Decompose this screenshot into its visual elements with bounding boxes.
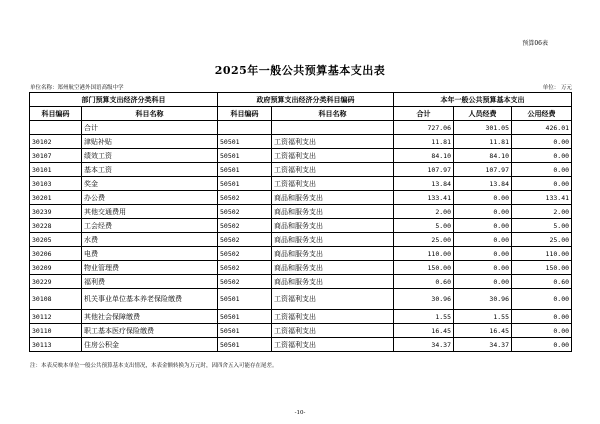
cell-name2: 工资福利支出: [272, 177, 394, 191]
cell-personnel: 0.00: [454, 261, 512, 275]
cell-code1: 30112: [30, 310, 82, 324]
cell-code2: 50502: [218, 275, 272, 289]
cell-code1: 30205: [30, 233, 82, 247]
cell-code2: 50501: [218, 289, 272, 310]
cell-name1: 奖金: [82, 177, 218, 191]
cell-code2: 50501: [218, 338, 272, 352]
table-row: [30, 149, 572, 163]
cell-personnel: 0.00: [454, 233, 512, 247]
table-row: [30, 205, 572, 219]
cell-public: 0.00: [512, 135, 572, 149]
cell-name1: 办公费: [82, 191, 218, 205]
cell-name2: 工资福利支出: [272, 324, 394, 338]
table-row: [30, 177, 572, 191]
header-group-row: [30, 93, 572, 107]
cell-public: 0.00: [512, 177, 572, 191]
cell-personnel: 11.81: [454, 135, 512, 149]
cell-name1: 住房公积金: [82, 338, 218, 352]
cell-name1: 基本工资: [82, 163, 218, 177]
cell-personnel: 34.37: [454, 338, 512, 352]
cell-personnel: 0.00: [454, 205, 512, 219]
cell-total: 5.00: [394, 219, 454, 233]
cell-code2: 50501: [218, 324, 272, 338]
cell-total: 25.00: [394, 233, 454, 247]
cell-code1: 30103: [30, 177, 82, 191]
cell-personnel: 0.00: [454, 191, 512, 205]
header-name1: 科目名称: [82, 107, 218, 121]
table-row: [30, 233, 572, 247]
cell-name2: 工资福利支出: [272, 149, 394, 163]
cell-name1: 电费: [82, 247, 218, 261]
cell-personnel: 0.00: [454, 275, 512, 289]
form-id: 预算06表: [522, 40, 548, 47]
cell-name1: 物业管理费: [82, 261, 218, 275]
header-group-budget: 本年一般公共预算基本支出: [394, 93, 572, 107]
cell-public: 0.00: [512, 163, 572, 177]
cell-name2: 商品和服务支出: [272, 191, 394, 205]
cell-code1: 30229: [30, 275, 82, 289]
cell-name1: 其他交通费用: [82, 205, 218, 219]
table-row: [30, 289, 572, 310]
cell-name2: 工资福利支出: [272, 310, 394, 324]
table-row: [30, 219, 572, 233]
cell-name1: 水费: [82, 233, 218, 247]
cell-code1: 30209: [30, 261, 82, 275]
cell-public: 110.00: [512, 247, 572, 261]
cell-personnel: 0.00: [454, 247, 512, 261]
cell-public: 0.00: [512, 324, 572, 338]
cell-name2: 商品和服务支出: [272, 205, 394, 219]
cell-total: 150.00: [394, 261, 454, 275]
cell-code1: 30108: [30, 289, 82, 310]
cell-name1: 福利费: [82, 275, 218, 289]
cell-name2: 工资福利支出: [272, 163, 394, 177]
cell-code1: 30101: [30, 163, 82, 177]
table-row: [30, 338, 572, 352]
cell-name2: 商品和服务支出: [272, 247, 394, 261]
cell-name1: 工会经费: [82, 219, 218, 233]
table-row: [30, 310, 572, 324]
cell-total: 110.00: [394, 247, 454, 261]
footnote: 注：本表反映本单位一般公共预算基本支出情况，本表金额转换为万元时，因四舍五入可能存在尾差。: [30, 363, 278, 369]
cell-code1: 30110: [30, 324, 82, 338]
header-group-government: 政府预算支出经济分类科目编码: [218, 93, 394, 107]
cell-total: 30.96: [394, 289, 454, 310]
cell-total: 16.45: [394, 324, 454, 338]
cell-name2: 工资福利支出: [272, 135, 394, 149]
table-row: [30, 191, 572, 205]
total-public: 426.01: [512, 121, 572, 135]
cell-personnel: 30.96: [454, 289, 512, 310]
cell-code2: 50502: [218, 261, 272, 275]
cell-personnel: 84.10: [454, 149, 512, 163]
cell-name1: 职工基本医疗保险缴费: [82, 324, 218, 338]
header-name2: 科目名称: [272, 107, 394, 121]
cell-code2: 50501: [218, 177, 272, 191]
cell-public: 0.00: [512, 310, 572, 324]
cell-total: 1.55: [394, 310, 454, 324]
cell-total: 107.97: [394, 163, 454, 177]
cell-name2: 商品和服务支出: [272, 275, 394, 289]
cell-personnel: 1.55: [454, 310, 512, 324]
cell-code2: 50501: [218, 135, 272, 149]
unit-name: 单位名称：郑州航空港外国语高级中学: [30, 85, 124, 91]
cell-public: 2.00: [512, 205, 572, 219]
cell-name1: 机关事业单位基本养老保险缴费: [82, 289, 218, 310]
cell-total: 0.60: [394, 275, 454, 289]
cell-code2: 50501: [218, 310, 272, 324]
cell-total: 2.00: [394, 205, 454, 219]
total-amount: 727.06: [394, 121, 454, 135]
header-personnel: 人员经费: [454, 107, 512, 121]
header-code2: 科目编码: [218, 107, 272, 121]
total-name2: [272, 121, 394, 135]
cell-personnel: 16.45: [454, 324, 512, 338]
cell-code1: 30239: [30, 205, 82, 219]
total-code2: [218, 121, 272, 135]
table-row: [30, 135, 572, 149]
total-row: [30, 121, 572, 135]
cell-name2: 工资福利支出: [272, 289, 394, 310]
total-personnel: 301.05: [454, 121, 512, 135]
cell-name2: 工资福利支出: [272, 338, 394, 352]
page-number: -10-: [294, 410, 306, 416]
cell-code1: 30228: [30, 219, 82, 233]
cell-public: 25.00: [512, 233, 572, 247]
cell-name2: 商品和服务支出: [272, 219, 394, 233]
total-label: 合计: [82, 121, 218, 135]
table-row: [30, 247, 572, 261]
cell-name2: 商品和服务支出: [272, 261, 394, 275]
cell-code1: 30102: [30, 135, 82, 149]
cell-total: 11.81: [394, 135, 454, 149]
unit-label: 单位： 万元: [542, 85, 572, 91]
table-row: [30, 163, 572, 177]
cell-total: 34.37: [394, 338, 454, 352]
header-total: 合计: [394, 107, 454, 121]
budget-table: [29, 92, 572, 352]
cell-code2: 50502: [218, 219, 272, 233]
cell-code1: 30201: [30, 191, 82, 205]
cell-personnel: 13.84: [454, 177, 512, 191]
header-code1: 科目编码: [30, 107, 82, 121]
cell-code1: 30206: [30, 247, 82, 261]
cell-total: 133.41: [394, 191, 454, 205]
cell-name1: 其他社会保障缴费: [82, 310, 218, 324]
header-column-row: [30, 107, 572, 121]
header-public: 公用经费: [512, 107, 572, 121]
cell-public: 0.60: [512, 275, 572, 289]
cell-public: 0.00: [512, 338, 572, 352]
header-group-department: 部门预算支出经济分类科目: [30, 93, 218, 107]
page-title: 2025年一般公共预算基本支出表: [214, 64, 386, 77]
cell-code2: 50502: [218, 205, 272, 219]
table-row: [30, 324, 572, 338]
cell-total: 13.84: [394, 177, 454, 191]
cell-code2: 50501: [218, 149, 272, 163]
cell-public: 133.41: [512, 191, 572, 205]
cell-public: 5.00: [512, 219, 572, 233]
cell-public: 0.00: [512, 289, 572, 310]
cell-name2: 商品和服务支出: [272, 233, 394, 247]
cell-total: 84.10: [394, 149, 454, 163]
cell-public: 150.00: [512, 261, 572, 275]
cell-code1: 30107: [30, 149, 82, 163]
cell-name1: 绩效工资: [82, 149, 218, 163]
cell-code1: 30113: [30, 338, 82, 352]
table-row: [30, 275, 572, 289]
cell-code2: 50502: [218, 247, 272, 261]
cell-personnel: 0.00: [454, 219, 512, 233]
cell-code2: 50501: [218, 163, 272, 177]
cell-public: 0.00: [512, 149, 572, 163]
total-code1: [30, 121, 82, 135]
table-row: [30, 261, 572, 275]
cell-code2: 50502: [218, 233, 272, 247]
cell-code2: 50502: [218, 191, 272, 205]
cell-personnel: 107.97: [454, 163, 512, 177]
cell-name1: 津贴补贴: [82, 135, 218, 149]
